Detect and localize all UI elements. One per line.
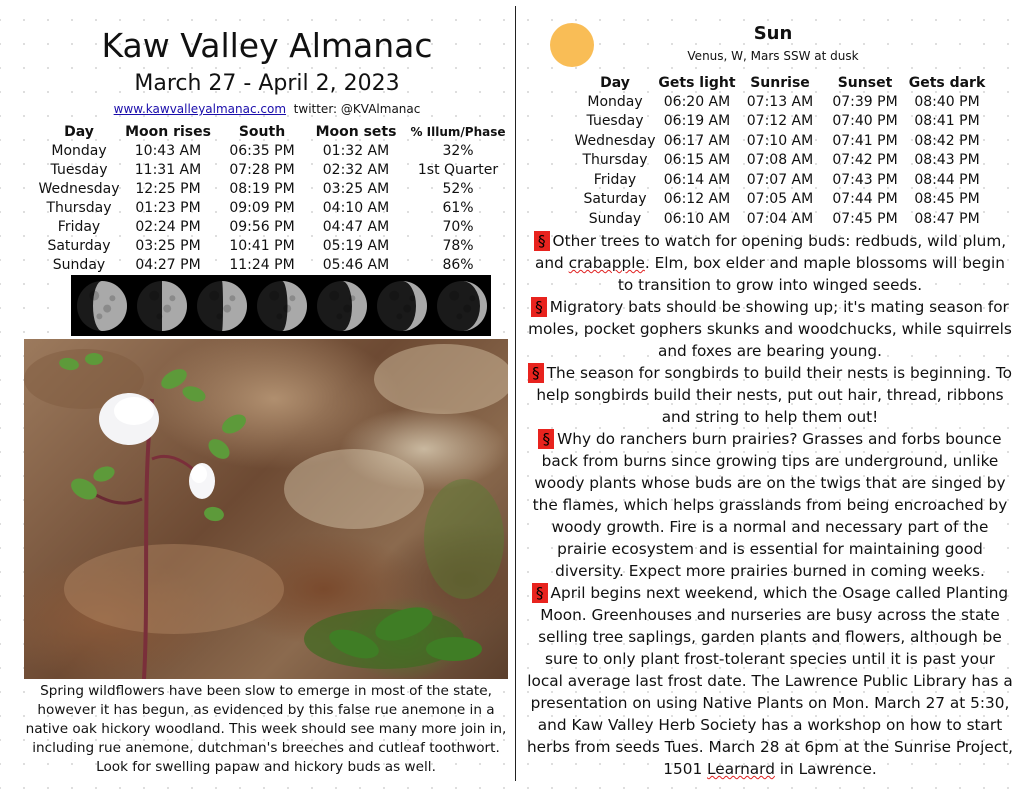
flagged-word: Learnard bbox=[707, 760, 775, 778]
moon-phase: 1st Quarter bbox=[417, 161, 499, 178]
moon-row bbox=[38, 198, 512, 217]
note-songbirds bbox=[525, 362, 1015, 428]
day: Thursday bbox=[582, 152, 648, 169]
section-marker: § bbox=[531, 297, 547, 317]
moon-phase: 70% bbox=[442, 218, 474, 235]
day: Friday bbox=[593, 171, 637, 188]
moon-phase-image bbox=[431, 275, 491, 336]
day: Wednesday bbox=[38, 180, 120, 197]
day: Saturday bbox=[583, 191, 647, 208]
sun-row bbox=[574, 190, 986, 210]
planets-note: Venus, W, Mars SSW at dusk bbox=[687, 49, 859, 63]
moon-phase-image bbox=[191, 275, 251, 336]
moon-row bbox=[38, 179, 512, 198]
moon-table bbox=[38, 123, 512, 274]
moon-icon bbox=[196, 280, 248, 332]
gets-dark: 08:40 PM bbox=[914, 93, 980, 110]
date-range: March 27 - April 2, 2023 bbox=[134, 71, 400, 96]
moon-header-phase: % Illum/Phase bbox=[410, 125, 506, 139]
sun-row bbox=[574, 131, 986, 151]
sunset: 07:42 PM bbox=[832, 152, 898, 169]
moon-header-rises: Moon rises bbox=[125, 124, 211, 140]
day: Sunday bbox=[52, 256, 106, 273]
moon-row bbox=[38, 217, 512, 236]
moon-header-sets: Moon sets bbox=[315, 124, 397, 140]
sun-header-sunset: Sunset bbox=[837, 74, 893, 91]
sunset: 07:45 PM bbox=[832, 210, 898, 227]
moon-row bbox=[38, 255, 512, 274]
moon-set: 03:25 AM bbox=[322, 180, 390, 197]
gets-dark: 08:44 PM bbox=[914, 171, 980, 188]
moon-row bbox=[38, 236, 512, 255]
moon-rise: 10:43 AM bbox=[134, 142, 202, 159]
day: Saturday bbox=[47, 237, 111, 254]
sunrise: 07:07 AM bbox=[746, 171, 814, 188]
moon-phase: 32% bbox=[442, 142, 474, 159]
links-line bbox=[20, 101, 514, 117]
moon-phase: 52% bbox=[442, 180, 474, 197]
wildflower-photo bbox=[24, 339, 508, 679]
sun-header-day: Day bbox=[600, 74, 630, 91]
sun-header-sunrise: Sunrise bbox=[750, 74, 810, 91]
sunset: 07:43 PM bbox=[832, 171, 898, 188]
column-divider bbox=[515, 6, 516, 781]
sun-table bbox=[574, 73, 986, 229]
moon-set: 05:19 AM bbox=[322, 237, 390, 254]
gets-dark: 08:41 PM bbox=[914, 113, 980, 130]
gets-dark: 08:47 PM bbox=[914, 210, 980, 227]
moon-header-south: South bbox=[238, 124, 286, 140]
moon-rise: 03:25 PM bbox=[135, 237, 201, 254]
gets-light: 06:19 AM bbox=[663, 113, 731, 130]
sun-row bbox=[574, 170, 986, 190]
moon-set: 04:10 AM bbox=[322, 199, 390, 216]
moon-icon bbox=[76, 280, 128, 332]
sunrise: 07:12 AM bbox=[746, 113, 814, 130]
sun-row bbox=[574, 92, 986, 112]
day: Sunday bbox=[588, 210, 642, 227]
moon-south: 09:56 PM bbox=[229, 218, 295, 235]
moon-set: 04:47 AM bbox=[322, 218, 390, 235]
moon-row bbox=[38, 141, 512, 160]
day: Wednesday bbox=[574, 132, 656, 149]
sunset: 07:40 PM bbox=[832, 113, 898, 130]
sun-row bbox=[574, 209, 986, 229]
sunset: 07:39 PM bbox=[832, 93, 898, 110]
moon-south: 06:35 PM bbox=[229, 142, 295, 159]
moon-rise: 01:23 PM bbox=[135, 199, 201, 216]
gets-dark: 08:43 PM bbox=[914, 152, 980, 169]
moon-icon bbox=[136, 280, 188, 332]
day: Monday bbox=[587, 93, 643, 110]
gets-dark: 08:45 PM bbox=[914, 191, 980, 208]
moon-table-header bbox=[38, 123, 512, 141]
section-marker: § bbox=[538, 429, 554, 449]
moon-south: 09:09 PM bbox=[229, 199, 295, 216]
section-marker: § bbox=[534, 231, 550, 251]
moon-rise: 04:27 PM bbox=[135, 256, 201, 273]
section-marker: § bbox=[528, 363, 544, 383]
moon-phase: 86% bbox=[442, 256, 474, 273]
moon-south: 10:41 PM bbox=[229, 237, 295, 254]
moon-south: 08:19 PM bbox=[229, 180, 295, 197]
moon-icon bbox=[376, 280, 428, 332]
note-text: Other trees to watch for opening buds: redbuds, wild plum, and bbox=[534, 232, 1007, 272]
website-link[interactable]: www.kawvalleyalmanac.com bbox=[113, 102, 287, 116]
moon-set: 05:46 AM bbox=[322, 256, 390, 273]
sun-header-dark: Gets dark bbox=[908, 74, 986, 91]
moon-icon bbox=[316, 280, 368, 332]
note-text: Migratory bats should be showing up; it's mating season for moles, pocket gophers skunks and woodchucks, while squirrels and foxes are bearing young. bbox=[528, 298, 1012, 360]
sun-title: Sun bbox=[753, 23, 793, 44]
moon-phase-image bbox=[311, 275, 371, 336]
day: Monday bbox=[51, 142, 107, 159]
almanac-notes bbox=[525, 230, 1015, 780]
moon-phase: 61% bbox=[442, 199, 474, 216]
moon-rise: 02:24 PM bbox=[135, 218, 201, 235]
moon-set: 01:32 AM bbox=[322, 142, 390, 159]
gets-light: 06:20 AM bbox=[663, 93, 731, 110]
moon-row bbox=[38, 160, 512, 179]
false-rue-anemone-image bbox=[24, 339, 508, 679]
photo-caption: Spring wildflowers have been slow to emerge in most of the state, however it has begun, as evidenced by this false rue anemone in a native oak hickory woodland. This week should see many more join in, including rue anemone, dutchman's breeches and cutleaf toothwort. Look for swelling papaw and hickory buds as well. bbox=[25, 683, 507, 775]
moon-phase-image bbox=[251, 275, 311, 336]
sunrise: 07:08 AM bbox=[746, 152, 814, 169]
sunrise: 07:05 AM bbox=[746, 191, 814, 208]
note-text: . Elm, box elder and maple blossoms will begin to transition to grow into winged seeds. bbox=[617, 254, 1006, 294]
gets-light: 06:15 AM bbox=[663, 152, 731, 169]
moon-rise: 11:31 AM bbox=[134, 161, 202, 178]
note-text: Why do ranchers burn prairies? Grasses and forbs bounce back from burns since growing tips are underground, unlike woody plants whose buds are on the twigs that are singed by the flames, which helps grasslands from being encroached by woody growth. Fire is a normal and necessary part of the prairie ecosystem and is essential for maintaining good diversity. Expect more prairies burned in coming weeks. bbox=[532, 430, 1008, 580]
section-marker: § bbox=[532, 583, 548, 603]
sun-row bbox=[574, 151, 986, 171]
moon-phase-image bbox=[71, 275, 131, 336]
page-title: Kaw Valley Almanac bbox=[101, 26, 433, 65]
moon-icon bbox=[256, 280, 308, 332]
sunrise: 07:10 AM bbox=[746, 132, 814, 149]
moon-icon bbox=[436, 280, 488, 332]
note-text: in Lawrence. bbox=[774, 760, 877, 778]
moon-south: 11:24 PM bbox=[229, 256, 295, 273]
gets-light: 06:17 AM bbox=[663, 132, 731, 149]
gets-light: 06:10 AM bbox=[663, 210, 731, 227]
sunset: 07:41 PM bbox=[832, 132, 898, 149]
flagged-word: crabapple bbox=[568, 254, 645, 272]
moon-rise: 12:25 PM bbox=[135, 180, 201, 197]
sunrise: 07:04 AM bbox=[746, 210, 814, 227]
day: Tuesday bbox=[586, 113, 644, 130]
sun-header-light: Gets light bbox=[658, 74, 736, 91]
moon-phase-image bbox=[131, 275, 191, 336]
note-bats bbox=[525, 296, 1015, 362]
sun-row bbox=[574, 112, 986, 132]
twitter-handle: twitter: @KVAlmanac bbox=[293, 102, 421, 116]
note-prairie-burns bbox=[525, 428, 1015, 582]
sunrise: 07:13 AM bbox=[746, 93, 814, 110]
day: Thursday bbox=[46, 199, 112, 216]
day: Tuesday bbox=[50, 161, 108, 178]
moon-set: 02:32 AM bbox=[322, 161, 390, 178]
note-text: April begins next weekend, which the Osage called Planting Moon. Greenhouses and nurseries are busy across the state selling tree saplings, garden plants and flowers, although be sure to only plant frost-tolerant species until it is past your local average last frost date. The Lawrence Public Library has a presentation on using Native Plants on Mon. March 27 at 5:30, and Kaw Valley Herb Society has a workshop on how to start herbs from seeds Tues. March 28 at 6pm at the Sunrise Project, 1501 bbox=[526, 584, 1014, 778]
gets-dark: 08:42 PM bbox=[914, 132, 980, 149]
day: Friday bbox=[57, 218, 101, 235]
sunset: 07:44 PM bbox=[832, 191, 898, 208]
note-planting-moon bbox=[525, 582, 1015, 780]
moon-phase-strip bbox=[71, 275, 491, 336]
gets-light: 06:12 AM bbox=[663, 191, 731, 208]
sun-table-header bbox=[574, 73, 986, 92]
moon-south: 07:28 PM bbox=[229, 161, 295, 178]
note-trees bbox=[525, 230, 1015, 296]
gets-light: 06:14 AM bbox=[663, 171, 731, 188]
moon-phase: 78% bbox=[442, 237, 474, 254]
moon-header-day: Day bbox=[64, 124, 94, 140]
moon-phase-image bbox=[371, 275, 431, 336]
note-text: The season for songbirds to build their nests is beginning. To help songbirds build their nests, put out hair, thread, ribbons and string to help them out! bbox=[536, 364, 1012, 426]
